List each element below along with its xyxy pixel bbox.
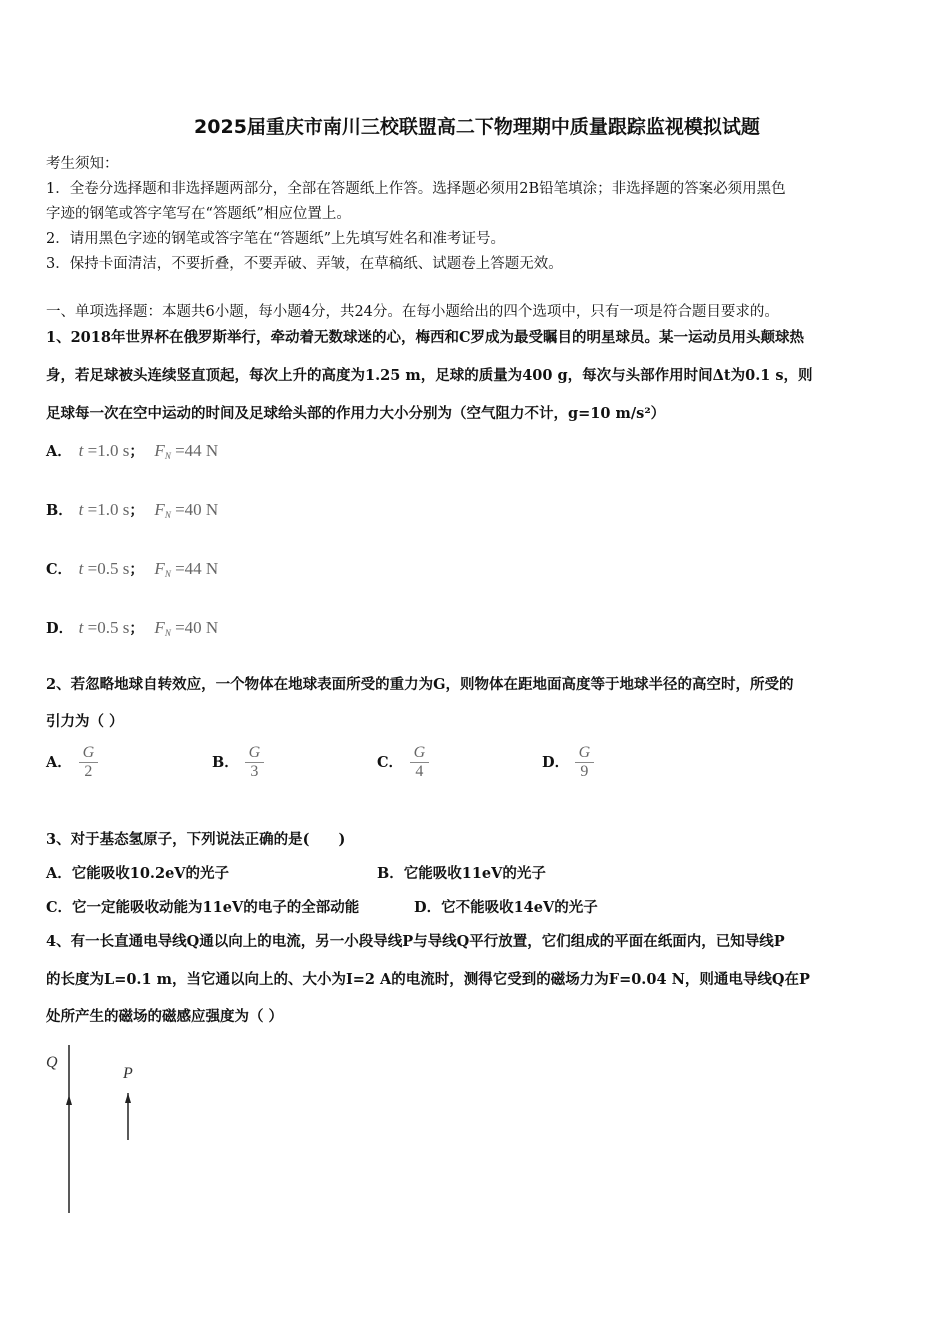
label-q: Q xyxy=(46,1054,58,1071)
q4-stem-1: 4、有一长直通电导线Q通以向上的电流，另一小段导线P与导线Q平行放置，它们组成的平面在纸面内，已知导线P xyxy=(46,933,785,950)
q2-option-d[interactable]: D． $\frac{G}{9}$ xyxy=(542,744,594,781)
q1-option-b[interactable]: B． t =1.0 s； $F_N =40$ N xyxy=(46,500,219,520)
notice-item-2: 2．请用黑色字迹的钢笔或答字笔在“答题纸”上先填写姓名和准考证号。 xyxy=(46,231,506,247)
q2-stem-1: 2、若忽略地球自转效应，一个物体在地球表面所受的重力为G，则物体在距地面高度等于地球半径的高空时，所受的 xyxy=(46,676,794,693)
q1-option-c[interactable]: C． t =0.5 s； $F_N =44$ N xyxy=(46,559,219,579)
q2-option-c[interactable]: C． $\frac{G}{4}$ xyxy=(377,744,429,781)
arrow-p-icon xyxy=(125,1093,131,1103)
q1-option-d[interactable]: D． t =0.5 s； $F_N =40$ N xyxy=(46,618,219,638)
q4-stem-2: 的长度为L=0.1 m，当它通以向上的、大小为I=2 A的电流时，测得它受到的磁场力为F=0.04 N，则通电导线Q在P xyxy=(46,971,810,988)
q1-b-time: 1.0 s xyxy=(97,500,130,519)
label-p: P xyxy=(123,1065,133,1082)
q3-option-c[interactable]: C．它一定能吸收动能为11eV的电子的全部动能 xyxy=(46,899,360,916)
notice-heading: 考生须知： xyxy=(46,156,119,172)
q2-option-a[interactable]: A． $\frac{G}{2}$ xyxy=(46,744,98,781)
q1-a-time: 1.0 s xyxy=(97,441,130,460)
q4-stem-3: 处所产生的磁场的磁感应强度为（ ） xyxy=(46,1008,284,1025)
q1-stem-3: 足球每一次在空中运动的时间及足球给头部的作用力大小分别为（空气阻力不计，g=10 m/s²） xyxy=(46,405,666,422)
q1-c-force: 44 N xyxy=(184,559,219,578)
section-heading: 一、单项选择题：本题共6小题，每小题4分，共24分。在每小题给出的四个选项中，只有一项是符合题目要求的。 xyxy=(46,304,779,320)
q2-option-b[interactable]: B． $\frac{G}{3}$ xyxy=(212,744,264,781)
q1-a-force: 44 N xyxy=(184,441,219,460)
q1-b-force: 40 N xyxy=(184,500,219,519)
q4-wire-diagram xyxy=(46,1045,186,1220)
q3-stem: 3、对于基态氢原子，下列说法正确的是( ) xyxy=(46,831,346,848)
q1-d-force: 40 N xyxy=(184,618,219,637)
q2-stem-2: 引力为（ ） xyxy=(46,713,124,730)
q3-option-a[interactable]: A．它能吸收10.2eV的光子 xyxy=(46,865,230,882)
q1-option-a[interactable]: A． t =1.0 s； $F_N =44$ N xyxy=(46,441,219,461)
q3-option-b[interactable]: B．它能吸收11eV的光子 xyxy=(377,865,546,882)
page-title: 2025届重庆市南川三校联盟高二下物理期中质量跟踪监视模拟试题 xyxy=(194,116,760,138)
arrow-q-icon xyxy=(66,1095,72,1105)
notice-item-1a: 1．全卷分选择题和非选择题两部分，全部在答题纸上作答。选择题必须用2B铅笔填涂；非选择题的答案必须用黑色 xyxy=(46,181,786,197)
q1-d-time: 0.5 s xyxy=(97,618,130,637)
q1-stem-1: 1、2018年世界杯在俄罗斯举行，牵动着无数球迷的心，梅西和C罗成为最受瞩目的明星球员。某一运动员用头颠球热 xyxy=(46,329,804,346)
notice-item-3: 3．保持卡面清洁，不要折叠，不要弄破、弄皱，在草稿纸、试题卷上答题无效。 xyxy=(46,256,563,272)
q1-c-time: 0.5 s xyxy=(97,559,130,578)
q3-option-d[interactable]: D．它不能吸收14eV的光子 xyxy=(414,899,598,916)
q1-stem-2: 身，若足球被头连续竖直顶起，每次上升的高度为1.25 m，足球的质量为400 g，每次与头部作用时间Δt为0.1 s，则 xyxy=(46,367,813,384)
notice-item-1b: 字迹的钢笔或答字笔写在“答题纸”相应位置上。 xyxy=(46,206,351,222)
